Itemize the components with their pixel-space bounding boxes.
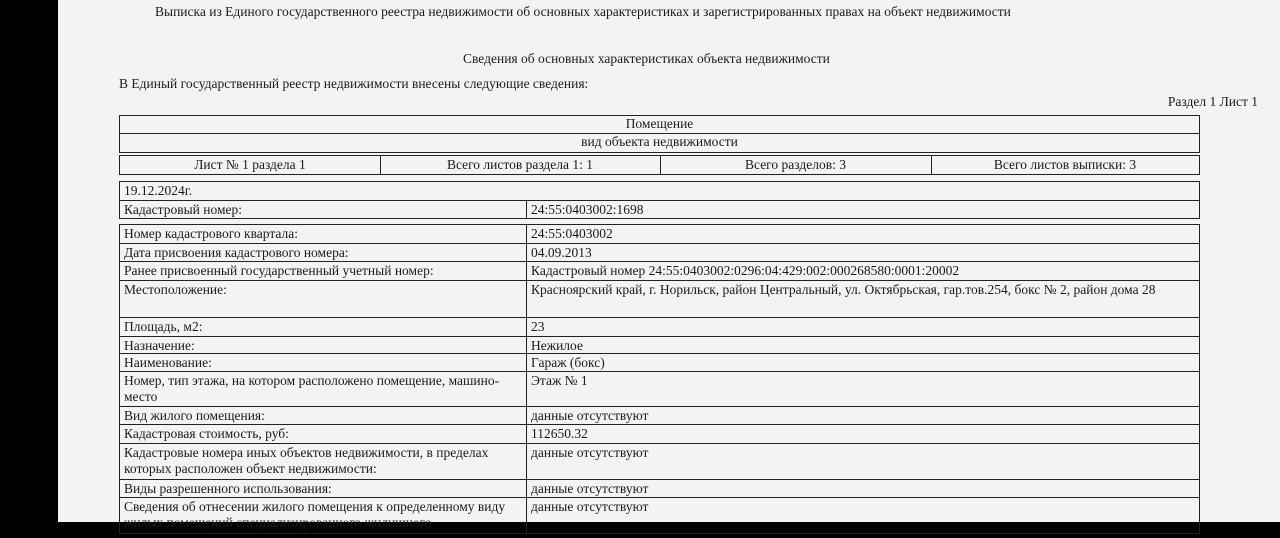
row-value: данные отсутствуют (531, 499, 649, 514)
row-label: Кадастровые номера иных объектов недвижимости, в пределах которых расположен объект недвижимости: (124, 445, 489, 476)
row-label: Местоположение: (124, 282, 227, 297)
table-row (120, 318, 1199, 337)
table-row (120, 337, 1199, 354)
section-title: Сведения об основных характеристиках объекта недвижимости (463, 51, 830, 66)
row-value: Нежилое (531, 338, 583, 353)
table-row (120, 498, 1199, 538)
row-value: данные отсутствуют (531, 408, 649, 423)
row-label: Наименование: (124, 355, 212, 370)
row-label: Кадастровая стоимость, руб: (124, 426, 289, 441)
page-reference: Раздел 1 Лист 1 (1167, 94, 1258, 109)
table-row (120, 444, 1199, 480)
row-value: Кадастровый номер 24:55:0403002:0296:04:429:002:000268580:0001:20002 (531, 263, 960, 278)
object-type-caption: вид объекта недвижимости (581, 134, 738, 149)
row-value: данные отсутствуют (531, 445, 649, 460)
row-value: 04.09.2013 (531, 245, 592, 260)
section-sheets-total: Всего листов раздела 1: 1 (446, 157, 594, 172)
row-value: Гараж (бокс) (531, 355, 605, 370)
sections-total: Всего разделов: 3 (745, 157, 846, 172)
row-label: Виды разрешенного использования: (124, 481, 332, 496)
table-row (120, 281, 1199, 318)
row-value: 24:55:0403002 (531, 226, 613, 241)
table-row (120, 372, 1199, 407)
row-label: Номер, тип этажа, на котором расположено помещение, машино-место (124, 373, 500, 404)
row-value: данные отсутствуют (531, 481, 649, 496)
cadastral-number-value: 24:55:0403002:1698 (531, 202, 644, 217)
row-label: Номер кадастрового квартала: (124, 226, 298, 241)
object-type-box (119, 115, 1200, 153)
row-label: Вид жилого помещения: (124, 408, 265, 423)
row-label: Дата присвоения кадастрового номера: (124, 245, 349, 260)
extract-date: 19.12.2024г. (124, 183, 193, 198)
row-label: Ранее присвоенный государственный учетный номер: (124, 263, 434, 278)
row-label: Назначение: (124, 338, 195, 353)
row-value: 23 (531, 319, 545, 334)
cadastral-number-label: Кадастровый номер: (124, 202, 243, 217)
sheet-number: Лист № 1 раздела 1 (194, 157, 306, 172)
row-value: Этаж № 1 (531, 373, 588, 388)
row-label: Сведения об отнесении жилого помещения к определенному виду жилых помещений специализированного жилищного (124, 499, 506, 530)
table-row (120, 425, 1199, 444)
table-row (120, 407, 1199, 425)
date-cadastral-box (119, 181, 1200, 219)
document-page (58, 0, 1280, 530)
table-row (120, 225, 1199, 244)
sheet-info-bar (119, 155, 1200, 175)
table-row (120, 354, 1199, 372)
table-row (120, 480, 1199, 498)
intro-text: В Единый государственный реестр недвижимости внесены следующие сведения: (119, 76, 589, 91)
characteristics-table (119, 224, 1200, 534)
table-row (120, 262, 1199, 281)
object-type: Помещение (625, 116, 694, 131)
table-row (120, 244, 1199, 262)
row-label: Площадь, м2: (124, 319, 203, 334)
extract-sheets-total: Всего листов выписки: 3 (993, 157, 1137, 172)
row-value: 112650.32 (531, 426, 588, 441)
document-header: Выписка из Единого государственного реестра недвижимости об основных характеристиках и зарегистрированных правах на объект недвижимости (155, 4, 1011, 19)
row-value: Красноярский край, г. Норильск, район Центральный, ул. Октябрьская, гар.тов.254, бокс № 2, район дома 28 (531, 282, 1156, 297)
